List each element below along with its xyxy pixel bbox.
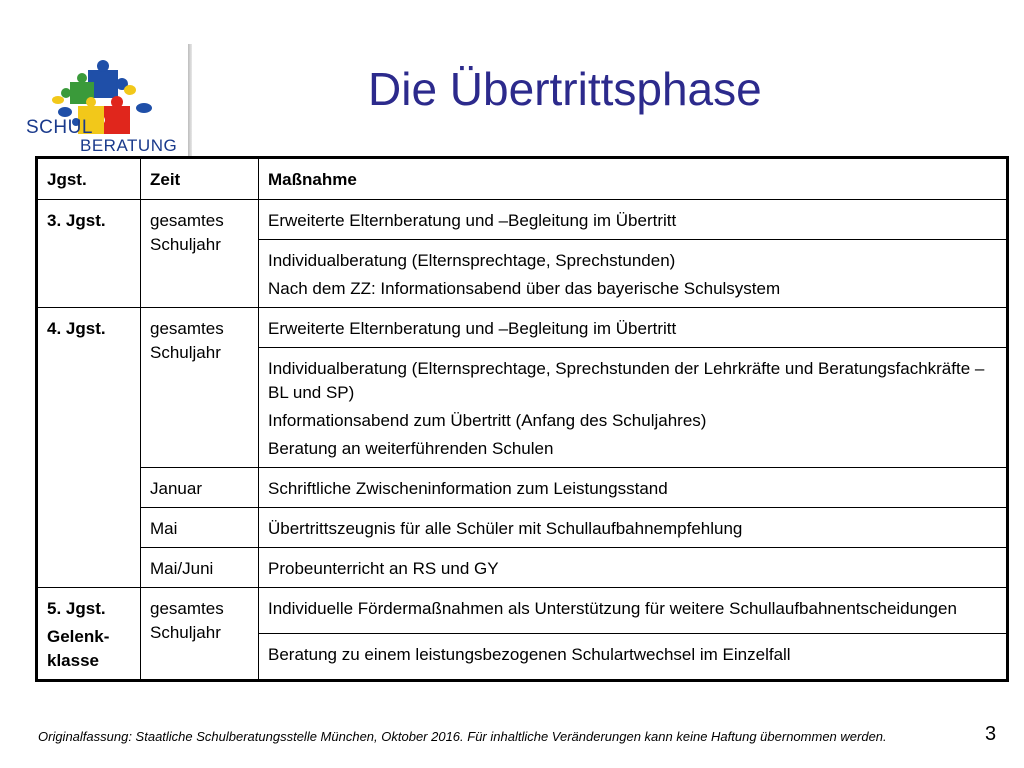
header-jgst: Jgst.: [37, 158, 141, 200]
table-row: [37, 588, 1008, 634]
massnahme-line: Individualberatung (Elternsprechtage, Sprechstunden): [268, 251, 676, 270]
zeit-cell: Mai: [141, 508, 259, 548]
massnahme-cell: Erweiterte Elternberatung und –Begleitung im Übertritt: [259, 200, 1008, 240]
table-row: [37, 200, 1008, 240]
massnahme-cell: Übertrittszeugnis für alle Schüler mit Schullaufbahnempfehlung: [259, 508, 1008, 548]
massnahme-cell: Schriftliche Zwischeninformation zum Leistungsstand: [259, 468, 1008, 508]
zeit-cell: gesamtes Schuljahr: [141, 200, 259, 308]
header-zeit: Zeit: [141, 158, 259, 200]
table-row: [37, 548, 1008, 588]
massnahme-line: Nach dem ZZ: Informationsabend über das bayerische Schulsystem: [268, 279, 781, 298]
massnahme-cell: Beratung zu einem leistungsbezogenen Schulartwechsel im Einzelfall: [259, 633, 1008, 680]
page-title: Die Übertrittsphase: [368, 63, 762, 115]
massnahme-line: Beratung an weiterführenden Schulen: [268, 439, 554, 458]
table-row: [37, 508, 1008, 548]
table-header-row: [37, 158, 1008, 200]
page-number: 3: [985, 723, 997, 745]
massnahme-cell: [259, 348, 1008, 468]
zeit-cell: gesamtes Schuljahr: [141, 588, 259, 681]
massnahme-cell: [259, 240, 1008, 308]
massnahme-line: Informationsabend zum Übertritt (Anfang des Schuljahres): [268, 411, 707, 430]
header-massnahme: Maßnahme: [259, 158, 1008, 200]
zeit-cell: Mai/Juni: [141, 548, 259, 588]
massnahme-cell: Individuelle Fördermaßnahmen als Unterstützung für weitere Schullaufbahnentscheidungen: [259, 588, 1008, 634]
logo-text-beratung: BERATUNG: [80, 136, 178, 155]
jgst-cell: 4. Jgst.: [37, 308, 141, 588]
logo-text-schul: SCHUL: [26, 117, 93, 138]
zeit-cell: gesamtes Schuljahr: [141, 308, 259, 468]
jgst-sublabel: Gelenk-klasse: [47, 627, 110, 670]
footer-note: Originalfassung: Staatliche Schulberatungsstelle München, Oktober 2016. Für inhaltliche Veränderungen kann keine Haftung übernommen werden.: [38, 729, 887, 744]
jgst-cell: [37, 588, 141, 681]
massnahme-line: Individualberatung (Elternsprechtage, Sprechstunden der Lehrkräfte und Beratungsfachkräfte – BL und SP): [268, 359, 985, 402]
table-row: [37, 468, 1008, 508]
massnahme-cell: Erweiterte Elternberatung und –Begleitung im Übertritt: [259, 308, 1008, 348]
table-row: [37, 308, 1008, 348]
massnahme-cell: Probeunterricht an RS und GY: [259, 548, 1008, 588]
logo-divider: [188, 44, 192, 156]
jgst-label: 5. Jgst.: [47, 599, 106, 618]
jgst-cell: 3. Jgst.: [37, 200, 141, 308]
zeit-cell: Januar: [141, 468, 259, 508]
schedule-table: [35, 156, 1009, 682]
